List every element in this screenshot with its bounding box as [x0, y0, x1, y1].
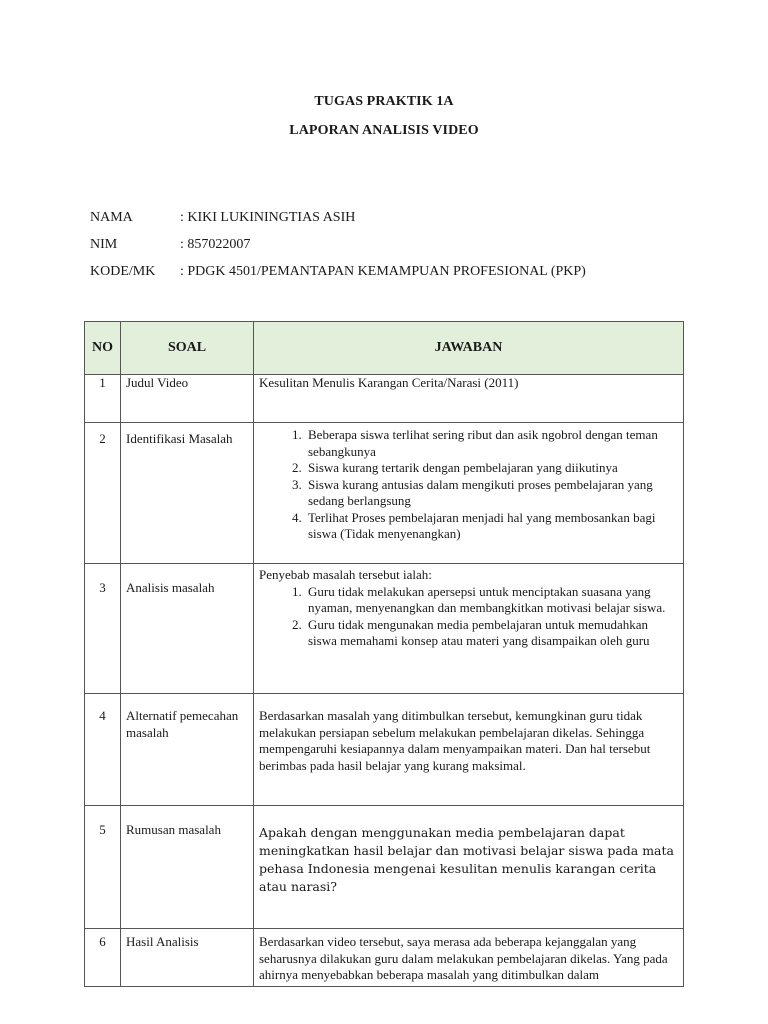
table-row	[85, 806, 684, 929]
list-item: 3. Siswa kurang antusias dalam mengikuti proses pembelajaran yang sedang berlangsung	[305, 477, 679, 510]
document-subtitle: LAPORAN ANALISIS VIDEO	[289, 123, 479, 138]
row-answer	[254, 564, 684, 694]
analysis-table	[84, 321, 684, 987]
row-question: Analisis masalah	[121, 564, 254, 694]
row-answer: Apakah dengan menggunakan media pembelajaran dapat meningkatkan hasil belajar dan motivasi belajar siswa pada mata pehasa Indonesia mengenai kesulitan menulis karangan cerita atau narasi?	[254, 806, 684, 929]
header-soal: SOAL	[121, 322, 254, 375]
row-number: 1	[85, 375, 121, 423]
row-number: 3	[85, 564, 121, 694]
header-jawaban: JAWABAN	[254, 322, 684, 375]
table-row	[85, 929, 684, 987]
table-row	[85, 375, 684, 423]
identity-value: : KIKI LUKININGTIAS ASIH	[180, 210, 356, 225]
table-row	[85, 564, 684, 694]
answer-list	[259, 427, 679, 543]
identity-label: NAMA	[90, 210, 133, 225]
table-row	[85, 694, 684, 806]
table-row	[85, 423, 684, 564]
row-question: Identifikasi Masalah	[121, 423, 254, 564]
row-question: Judul Video	[121, 375, 254, 423]
row-question: Alternatif pemecahan masalah	[121, 694, 254, 806]
identity-value: : 857022007	[180, 237, 251, 252]
list-item: 2. Siswa kurang tertarik dengan pembelajaran yang diikutinya	[305, 460, 679, 477]
list-item: 1. Beberapa siswa terlihat sering ribut dan asik ngobrol dengan teman sebangkunya	[305, 427, 679, 460]
document-title: TUGAS PRAKTIK 1A	[314, 94, 454, 109]
identity-value: : PDGK 4501/PEMANTAPAN KEMAMPUAN PROFESIONAL (PKP)	[180, 264, 586, 279]
row-answer	[254, 423, 684, 564]
row-number: 5	[85, 806, 121, 929]
row-number: 4	[85, 694, 121, 806]
row-question: Hasil Analisis	[121, 929, 254, 987]
list-item: 4. Terlihat Proses pembelajaran menjadi hal yang membosankan bagi siswa (Tidak menyenangkan)	[305, 510, 679, 543]
row-number: 6	[85, 929, 121, 987]
table-header-row	[85, 322, 684, 375]
row-answer	[254, 929, 684, 987]
answer-list	[259, 584, 679, 650]
row-answer: Berdasarkan masalah yang ditimbulkan tersebut, kemungkinan guru tidak melakukan persiapan sebelum melakukan pembelajaran dikelas. Sehingga mempengaruhi kesiapannya dalam menyampaikan materi. Dan hal tersebut berimbas pada hasil belajar yang kurang maksimal.	[254, 694, 684, 806]
row-answer: Kesulitan Menulis Karangan Cerita/Narasi (2011)	[254, 375, 684, 423]
list-item: 2. Guru tidak mengunakan media pembelajaran untuk memudahkan siswa memahami konsep atau materi yang disampaikan oleh guru	[305, 617, 679, 650]
header-no: NO	[85, 322, 121, 375]
answer-text: Berdasarkan video tersebut, saya merasa ada beberapa kejanggalan yang seharusnya dilakukan guru dalam melakukan pembelajaran dikelas. Yang pada ahirnya menyebabkan beberapa masalah yang ditimbulkan dalam	[259, 934, 668, 982]
identity-label: NIM	[90, 237, 118, 252]
answer-intro: Penyebab masalah tersebut ialah:	[259, 567, 432, 582]
row-number: 2	[85, 423, 121, 564]
identity-label: KODE/MK	[90, 264, 156, 279]
list-item: 1. Guru tidak melakukan apersepsi untuk menciptakan suasana yang nyaman, menyenangkan dan membangkitkan motivasi belajar siswa.	[305, 584, 679, 617]
row-question: Rumusan masalah	[121, 806, 254, 929]
